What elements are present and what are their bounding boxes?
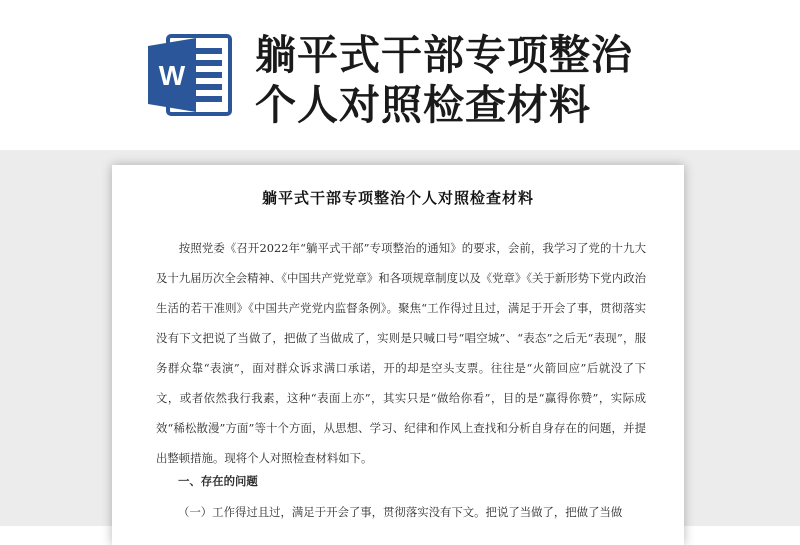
document-paragraph: 按照党委《召开2022年“躺平式干部”专项整治的通知》的要求，会前，我学习了党的十九大及十九届历次全会精神、《中国共产党党章》和各项规章制度以及《党章》《关于新形势下党内政治生活的若干准则》《中国共产党党内监督条例》。聚焦“工作得过且过，满足于开会了事，贯彻落实没有下文把说了当做了，把做了当做成了，实则是只喊口号“唱空城”、“表态”之后无“表现”，服务群众靠“表演”，面对群众诉求满口承诺，开的却是空头支票。往往是“火箭回应”后就没了下文，或者依然我行我素，这种“表面上亦”，其实只是“做给你看”，目的是“赢得你赞”，实际成效“稀松散漫”方面”等十个方面，从思想、学习、纪律和作风上查找和分析自身存在的问题，并提出整顿措施。现将个人对照检查材料如下。 <box>156 241 646 465</box>
document-title: 躺平式干部专项整治个人对照检查材料 <box>261 189 534 207</box>
section-heading: 一、存在的问题 <box>178 474 258 488</box>
banner-title-line-2: 个人对照检查材料 <box>255 81 591 129</box>
document-page <box>112 165 684 545</box>
banner-title-line-1: 躺平式干部专项整治 <box>255 31 633 79</box>
banner-title <box>255 30 795 130</box>
header-banner <box>0 0 800 150</box>
list-item: （一）工作得过且过，满足于开会了事，贯彻落实没有下文。把说了当做了，把做了当做 <box>178 505 623 519</box>
word-icon-letter: W <box>158 60 186 91</box>
word-document-icon <box>146 34 234 116</box>
